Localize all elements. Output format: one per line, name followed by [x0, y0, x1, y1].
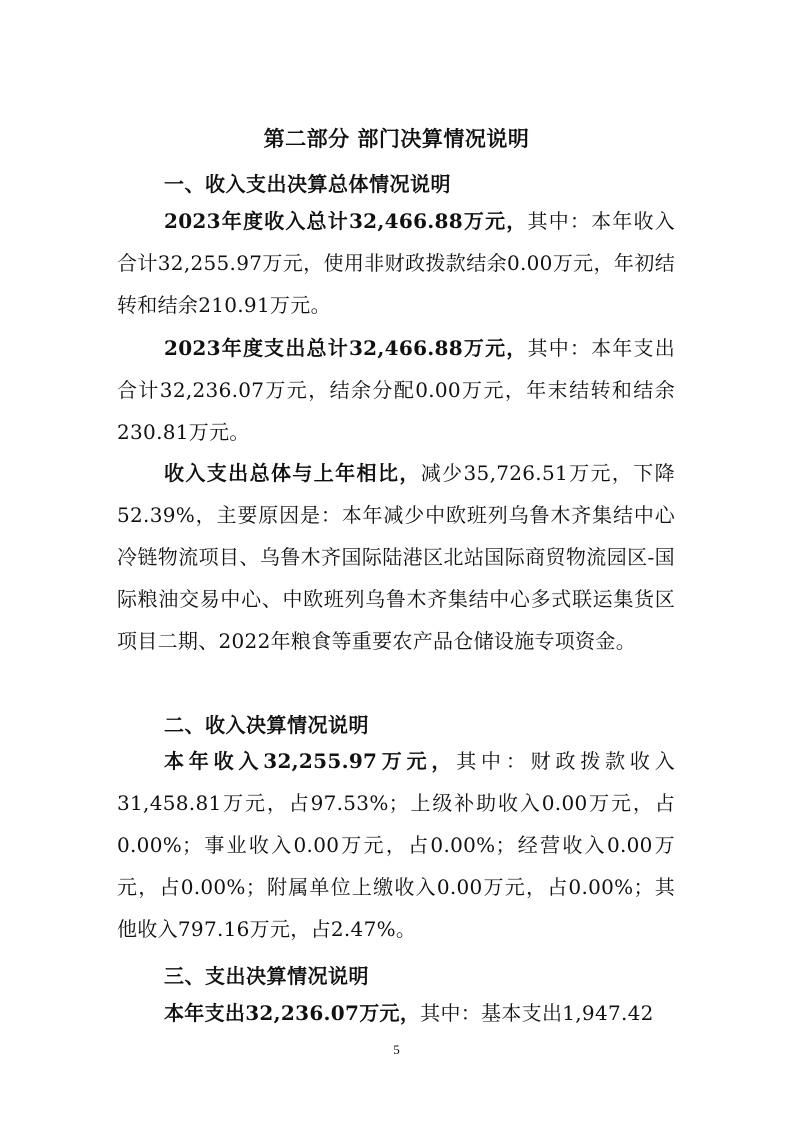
section-heading-2: 二、收入决算情况说明 [164, 713, 369, 737]
paragraph-lead: 2023年度支出总计32,466.88万元， [164, 336, 528, 360]
paragraph-body: 减少35,726.51万元，下降52.39%，主要原因是：本年减少中欧班列乌鲁木齐集结中心冷链物流项目、乌鲁木齐国际陆港区北站国际商贸物流园区-国际粮油交易中心、中欧班列乌鲁木齐集结中心多式联运集货区项目二期、2022年粮食等重要农产品仓储设施专项资金。 [117, 461, 675, 653]
paragraph-income-detail [117, 740, 675, 950]
paragraph-expense-total [117, 327, 675, 453]
paragraph-lead: 本年支出32,236.07万元， [164, 1001, 421, 1025]
paragraph-lead: 本年收入32,255.97万元， [164, 749, 457, 773]
paragraph-body: 其中：基本支出1,947.42 [420, 1001, 654, 1025]
paragraph-income-total [117, 200, 675, 326]
paragraph-expense-detail [117, 992, 675, 1034]
paragraph-body: 其中：财政拨款收入31,458.81万元，占97.53%；上级补助收入0.00万元，占0.00%；事业收入0.00万元，占0.00%；经营收入0.00万元，占0.00%；附属单位上缴收入0.00万元，占0.00%；其他收入797.16万元，占2.47%。 [117, 749, 675, 941]
section-heading-1: 一、收入支出决算总体情况说明 [164, 172, 451, 196]
paragraph-lead: 收入支出总体与上年相比， [164, 461, 421, 485]
paragraph-body: 其中：本年支出合计32,236.07万元，结余分配0.00万元，年末结转和结余230.81万元。 [117, 336, 675, 444]
paragraph-body: 其中：本年收入合计32,255.97万元，使用非财政拨款结余0.00万元，年初结转和结余210.91万元。 [117, 209, 675, 317]
page-number: 5 [393, 1042, 400, 1057]
page-title: 第二部分 部门决算情况说明 [263, 126, 530, 151]
section-heading-3: 三、支出决算情况说明 [164, 964, 369, 988]
paragraph-lead: 2023年度收入总计32,466.88万元， [164, 209, 528, 233]
paragraph-yoy-comparison [117, 452, 675, 662]
